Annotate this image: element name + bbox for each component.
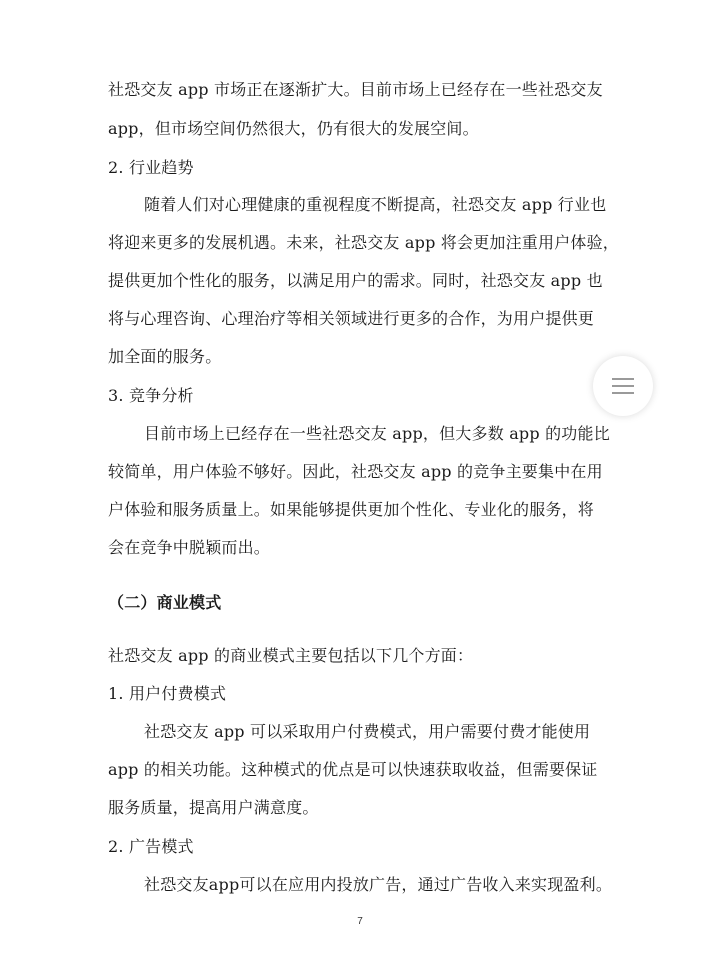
paragraph-line: app 的相关功能。这种模式的优点是可以快速获取收益，但需要保证 (108, 760, 598, 779)
paragraph-line: 社恐交友 app 市场正在逐渐扩大。目前市场上已经存在一些社恐交友 (108, 80, 603, 99)
paragraph-line: 较简单，用户体验不够好。因此，社恐交友 app 的竞争主要集中在用 (108, 462, 603, 481)
paragraph-line: 目前市场上已经存在一些社恐交友 app，但大多数 app 的功能比 (144, 424, 610, 443)
paragraph-line: 将迎来更多的发展机遇。未来，社恐交友 app 将会更加注重用户体验， (108, 233, 619, 252)
paragraph-line: 服务质量，提高用户满意度。 (108, 798, 319, 817)
item-title-competition: 3. 竞争分析 (108, 386, 194, 405)
floating-menu-button[interactable] (593, 356, 653, 416)
item-title-industry-trend: 2. 行业趋势 (108, 158, 194, 177)
paragraph-line: 社恐交友app可以在应用内投放广告，通过广告收入来实现盈利。 (144, 875, 613, 894)
menu-lines-icon (612, 377, 634, 395)
paragraph-line: 社恐交友 app 的商业模式主要包括以下几个方面： (108, 646, 474, 665)
paragraph-line: 加全面的服务。 (108, 347, 222, 366)
paragraph-line: app，但市场空间仍然很大，仍有很大的发展空间。 (108, 119, 479, 138)
paragraph-line: 随着人们对心理健康的重视程度不断提高，社恐交友 app 行业也 (144, 195, 607, 214)
page-number: 7 (357, 916, 363, 927)
item-title-user-payment: 1. 用户付费模式 (108, 684, 227, 703)
paragraph-line: 会在竞争中脱颖而出。 (108, 538, 271, 557)
paragraph-line: 社恐交友 app 可以采取用户付费模式，用户需要付费才能使用 (144, 722, 591, 741)
section-heading: （二）商业模式 (108, 593, 222, 612)
item-title-advertising: 2. 广告模式 (108, 837, 194, 856)
paragraph-line: 户体验和服务质量上。如果能够提供更加个性化、专业化的服务，将 (108, 500, 595, 519)
paragraph-line: 将与心理咨询、心理治疗等相关领域进行更多的合作，为用户提供更 (108, 309, 595, 328)
paragraph-line: 提供更加个性化的服务，以满足用户的需求。同时，社恐交友 app 也 (108, 271, 603, 290)
